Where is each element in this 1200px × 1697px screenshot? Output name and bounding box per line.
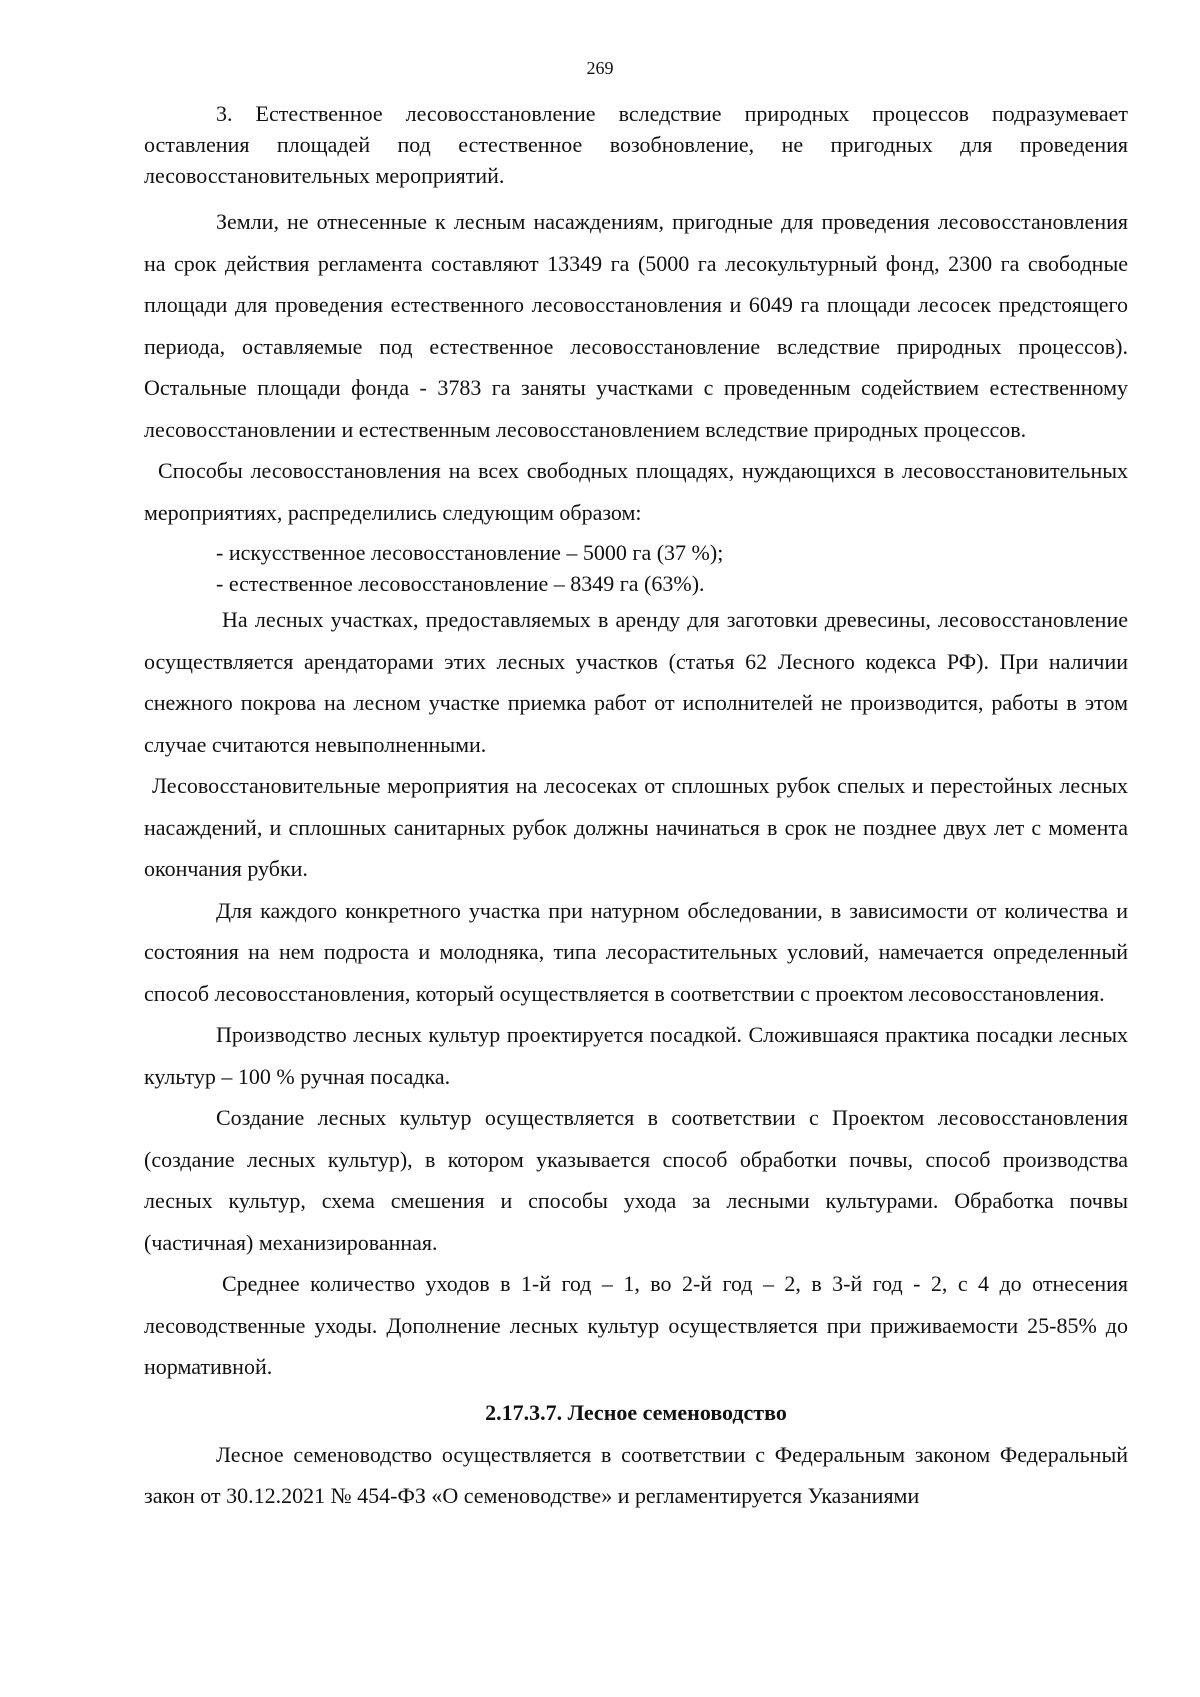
paragraph-seed-production: Лесное семеноводство осуществляется в соответствии с Федеральным законом Федеральный закон от 30.12.2021 № 454-ФЗ «О семеноводстве» и регламентируется Указаниями: [144, 1441, 1128, 1508]
paragraph-maintenance: Среднее количество уходов в 1-й год – 1, во 2-й год – 2, в 3-й год - 2, с 4 до отнесения лесоводственные уходы. Дополнение лесных культур осуществляется при приживаемости 25-85% до нормативной.: [144, 1271, 1128, 1379]
paragraph-site-survey: Для каждого конкретного участка при натурном обследовании, в зависимости от количества и состояния на нем подроста и молодняка, типа лесорастительных условий, намечается определенный способ лесовосстановления, который осуществляется в соответствии с проектом лесовосстановления.: [144, 897, 1128, 1006]
section-heading: 2.17.3.7. Лесное семеноводство: [485, 1399, 787, 1425]
paragraph-deadline: Лесовосстановительные мероприятия на лесосеках от сплошных рубок спелых и перестойных лесных насаждений, и сплошных санитарных рубок должны начинаться в срок не позднее двух лет с момента окончания рубки.: [144, 773, 1128, 881]
document-body: [144, 98, 1128, 1517]
paragraph-natural-reforestation: 3. Естественное лесовосстановление вследствие природных процессов подразумевает оставления площадей под естественное возобновление, не пригодных для проведения лесовосстановительных мероприятий.: [144, 101, 1128, 188]
methods-list: [144, 537, 1128, 599]
list-item: - естественное лесовосстановление – 8349 га (63%).: [216, 571, 705, 596]
paragraph-land-area: Земли, не отнесенные к лесным насаждениям, пригодные для проведения лесовосстановления на срок действия регламента составляют 13349 га (5000 га лесокультурный фонд, 2300 га свободные площади для проведения естественного лесовосстановления и 6049 га площади лесосек предстоящего периода, оставляемые под естественное лесовосстановление вследствие природных процессов). Остальные площади фонда - 3783 га заняты участками с проведенным содействием естественному лесовосстановлении и естественным лесовосстановлением вследствие природных процессов.: [144, 209, 1128, 442]
paragraph-forest-crops: Создание лесных культур осуществляется в соответствии с Проектом лесовосстановления (создание лесных культур), в котором указывается способ обработки почвы, способ производства лесных культур, схема смешения и способы ухода за лесными культурами. Обработка почвы (частичная) механизированная.: [144, 1105, 1128, 1255]
list-item: - искусственное лесовосстановление – 5000 га (37 %);: [216, 540, 724, 565]
paragraph-planting: Производство лесных культур проектируется посадкой. Сложившаяся практика посадки лесных культур – 100 % ручная посадка.: [144, 1022, 1128, 1089]
paragraph-methods: Способы лесовосстановления на всех свободных площадях, нуждающихся в лесовосстановительных мероприятиях, распределились следующим образом:: [144, 458, 1128, 525]
paragraph-lease: На лесных участках, предоставляемых в аренду для заготовки древесины, лесовосстановление осуществляется арендаторами этих лесных участков (статья 62 Лесного кодекса РФ). При наличии снежного покрова на лесном участке приемка работ от исполнителей не производится, работы в этом случае считаются невыполненными.: [144, 607, 1128, 757]
page-number: 269: [586, 58, 614, 78]
